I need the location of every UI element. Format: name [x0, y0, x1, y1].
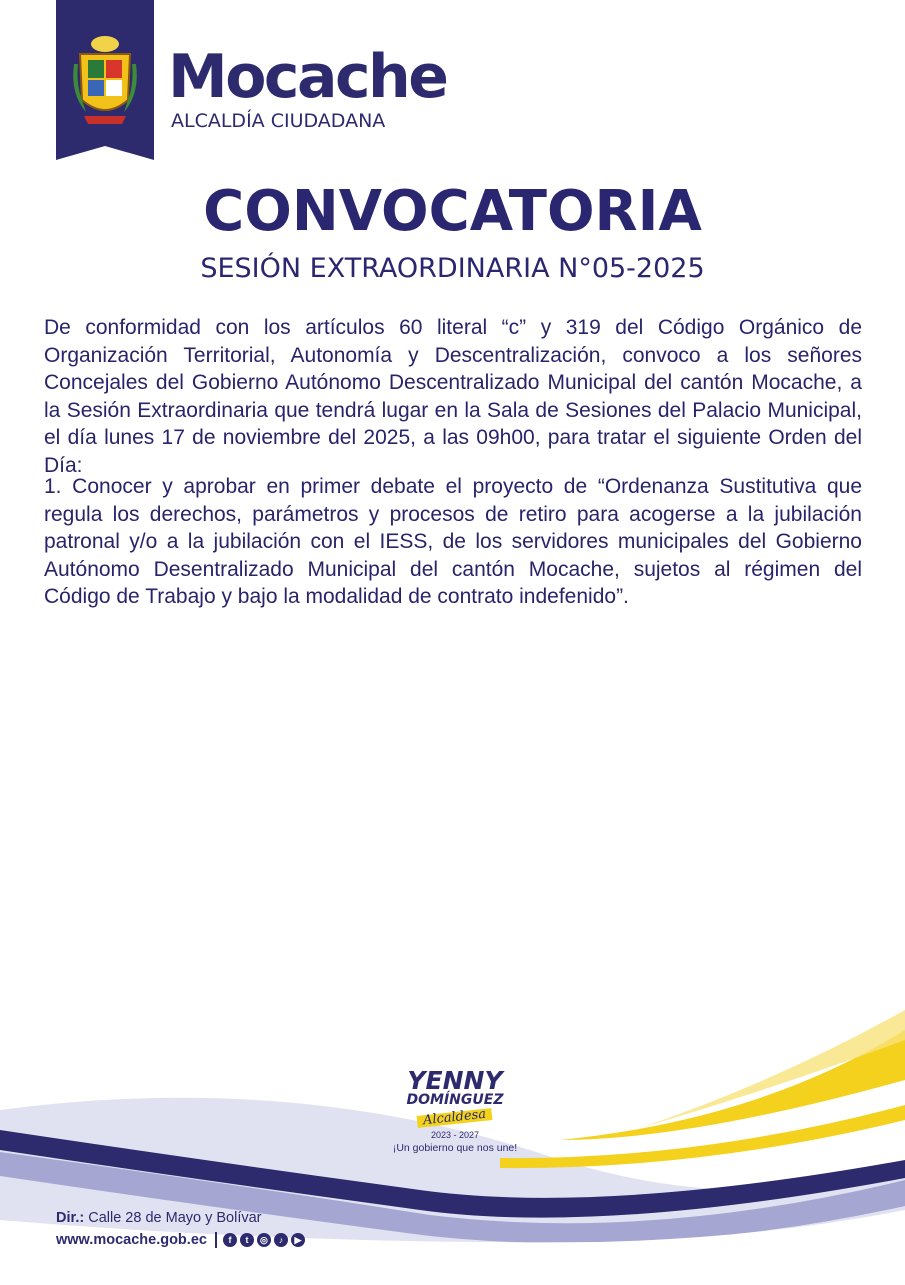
- campaign-years: 2023 - 2027: [430, 1130, 480, 1140]
- agenda-item: 1. Conocer y aprobar en primer debate el proyecto de “Ordenanza Sustitutiva que regula los derechos, parámetros y procesos de retiro para acogerse a la jubilación patronal y/o a la jubilación con el IESS, de los servidores municipales del Gobierno Autónomo Desentralizado Municipal del cantón Mocache, sujetos al régimen del Código de Trabajo y bajo la modalidad de contrato indefenido”.: [44, 475, 862, 608]
- footer-web-row: [56, 1230, 308, 1250]
- mocache-coat-of-arms-icon: [70, 34, 140, 132]
- campaign-name-first: YENNY: [407, 1066, 503, 1095]
- campaign-logo: [380, 1068, 530, 1155]
- tiktok-icon[interactable]: ♪: [274, 1233, 288, 1247]
- website-link[interactable]: www.mocache.gob.ec: [56, 1232, 207, 1248]
- youtube-icon[interactable]: ▶: [291, 1233, 305, 1247]
- brand-subtitle: ALCALDÍA CIUDADANA: [171, 110, 386, 132]
- intro-paragraph: De conformidad con los artículos 60 literal “c” y 319 del Código Orgánico de Organización Territorial, Autonomía y Descentralización, convoco a los señores Concejales del Gobierno Autónomo Descentralizado Municipal del cantón Mocache, a la Sesión Extraordinaria que tendrá lugar en la Sala de Sesiones del Palacio Municipal, el día lunes 17 de noviembre del 2025, a las 09h00, para tratar el siguiente Orden del Día:: [44, 316, 862, 477]
- campaign-name-last: DOMÍNGUEZ: [406, 1092, 504, 1108]
- brand-logo-text: [168, 44, 446, 132]
- address-label: Dir.:: [56, 1210, 85, 1226]
- brand-name: Mocache: [168, 42, 447, 112]
- instagram-icon[interactable]: ◎: [257, 1233, 271, 1247]
- separator: [215, 1232, 217, 1248]
- facebook-icon[interactable]: f: [223, 1233, 237, 1247]
- address-value: Calle 28 de Mayo y Bolívar: [88, 1210, 262, 1226]
- document-subtitle: SESIÓN EXTRAORDINARIA N°05-2025: [200, 253, 705, 284]
- footer-address: [56, 1210, 262, 1226]
- campaign-slogan: ¡Un gobierno que nos une!: [392, 1142, 518, 1154]
- campaign-role: Alcaldesa: [417, 1108, 493, 1128]
- document-title: CONVOCATORIA: [203, 179, 702, 244]
- twitter-icon[interactable]: t: [240, 1233, 254, 1247]
